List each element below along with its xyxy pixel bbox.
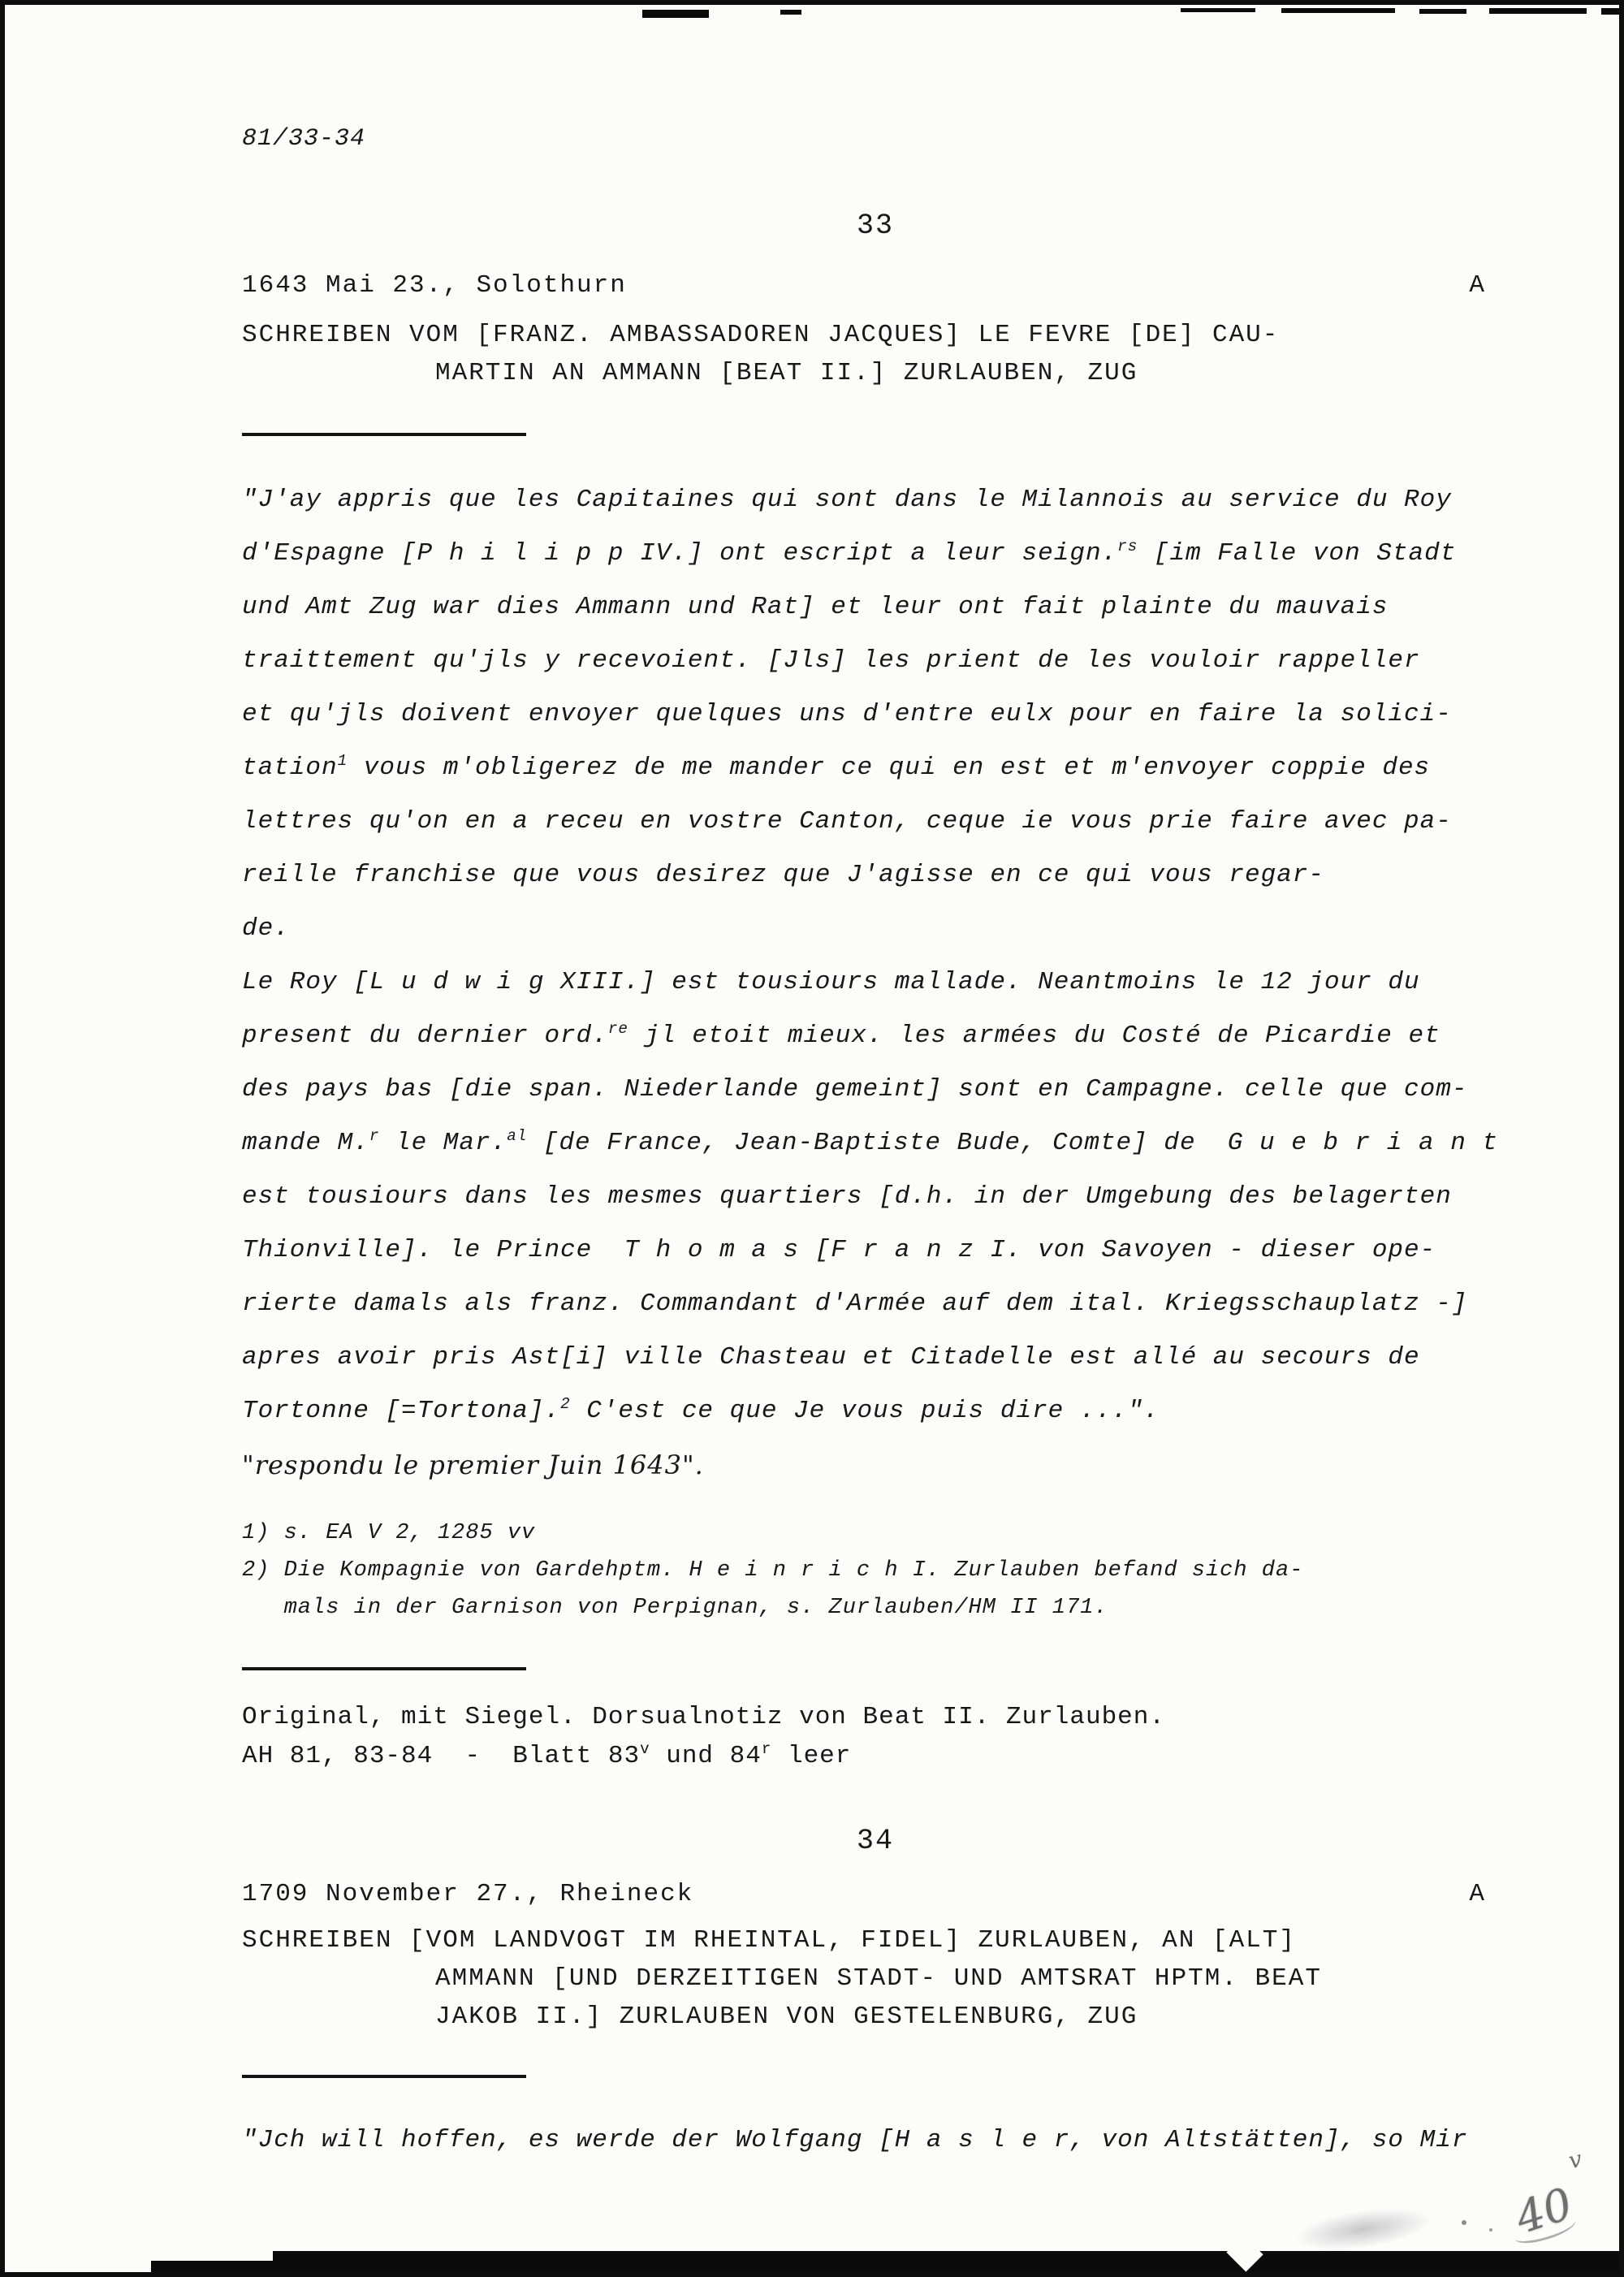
text-line: SCHREIBEN [VOM LANDVOGT IM RHEINTAL, FIDEL] ZURLAUBEN, AN [ALT] [242,1926,1296,1955]
section-divider [242,2075,526,2078]
text-line: AH 81, 83-84 - Blatt 83$^v$ und 84$^r$ leer [242,1740,852,1770]
scan-artifact [1419,9,1466,14]
section-divider [242,433,526,436]
scan-artifact [780,10,801,15]
text-line: SCHREIBEN VOM [FRANZ. AMBASSADOREN JACQUES] LE FEVRE [DE] CAU- [242,321,1280,349]
text-line: d'Espagne [P h i l i p p IV.] ont escript a leur seign.$^{rs}$ [im Falle von Stadt [242,538,1457,568]
text-line: 1) s. EA V 2, 1285 vv [242,1521,536,1545]
entry-number: 34 [856,1825,894,1857]
section-divider [242,1667,526,1670]
scan-artifact [1601,8,1624,15]
entry-number: 33 [856,210,894,242]
text-line: apres avoir pris Ast[i] ville Chasteau et Citadelle est allé au secours de [242,1343,1420,1372]
letter-transcription [242,2114,1509,2167]
entry-33 [242,210,1509,1776]
entry-title [242,316,1509,392]
pencil-page-number: 40 [1510,2177,1579,2245]
text-line: Le Roy [L u d w i g XIII.] est tousiours mallade. Neantmoins le 12 jour du [242,968,1420,996]
text-line: reille franchise que vous desirez que J'agisse en ce qui vous regar- [242,861,1325,889]
text-line: und Amt Zug war dies Ammann und Rat] et leur ont fait plainte du mauvais [242,593,1389,621]
pencil-smudge [1293,2201,1435,2257]
scan-artifact [151,2261,401,2272]
text-line: est tousiours dans les mesmes quartiers [d.h. in der Umgebung des belagerten [242,1182,1452,1211]
text-line: MARTIN AN AMMANN [BEAT II.] ZURLAUBEN, ZUG [435,359,1138,387]
text-line: et qu'jls doivent envoyer quelques uns d'entre eulx pour en faire la solici- [242,700,1452,728]
text-line: rierte damals als franz. Commandant d'Armée auf dem ital. Kriegsschauplatz -] [242,1290,1468,1318]
entry-34 [242,1825,1509,2167]
pencil-speck [1462,2220,1466,2225]
scan-artifact [1281,8,1395,13]
text-line: Thionville]. le Prince T h o m a s [F r a n z I. von Savoyen - dieser ope- [242,1236,1436,1264]
entry-title [242,1921,1509,2036]
scan-artifact [1181,8,1255,12]
pencil-check-mark: v [1566,2145,1585,2175]
text-line: tation$^1$ vous m'obligerez de me mander ce qui en est et m'envoyer coppie des [242,752,1431,782]
page-content [242,125,1509,2167]
entry-dateline-row [242,1880,1509,1908]
letter-transcription [242,473,1509,1438]
entry-marker: A [1469,1880,1486,1908]
scan-artifact [273,2251,1619,2272]
text-line: present du dernier ord.$^{re}$ jl etoit mieux. les armées du Costé de Picardie et [242,1020,1440,1050]
text-line: mande M.$^r$ le Mar.$^{al}$ [de France, Jean-Baptiste Bude, Comte] de G u e b r i a n t [242,1127,1499,1157]
footnotes [242,1514,1509,1627]
text-line: Tortonne [=Tortona].$^2$ C'est ce que Je vous puis dire ...". [242,1395,1160,1425]
entry-dateline-row [242,271,1509,300]
text-line: Original, mit Siegel. Dorsualnotiz von Beat II. Zurlauben. [242,1703,1165,1731]
pencil-speck [1489,2228,1492,2232]
provenance-note [242,1698,1509,1776]
entry-date-place: 1709 November 27., Rheineck [242,1880,694,1908]
reply-annotation: "respondu le premier Juin 1643". [242,1450,704,1480]
text-line: 2) Die Kompagnie von Gardehptm. H e i n r i c h I. Zurlauben befand sich da- [242,1558,1304,1583]
text-line: lettres qu'on en a receu en vostre Canton, ceque ie vous prie faire avec pa- [242,807,1452,836]
page-reference: 81/33-34 [242,125,366,153]
text-line: mals in der Garnison von Perpignan, s. Zurlauben/HM II 171. [242,1596,1108,1620]
entry-date-place: 1643 Mai 23., Solothurn [242,271,627,300]
scan-artifact [1489,8,1587,14]
text-line: AMMANN [UND DERZEITIGEN STADT- UND AMTSRAT HPTM. BEAT [435,1964,1322,1993]
entry-marker: A [1469,271,1486,300]
text-line: traittement qu'jls y recevoient. [Jls] les prient de les vouloir rappeller [242,646,1420,675]
text-line: des pays bas [die span. Niederlande gemeint] sont en Campagne. celle que com- [242,1075,1468,1104]
text-line: JAKOB II.] ZURLAUBEN VON GESTELENBURG, ZUG [435,2003,1138,2031]
text-line: "J'ay appris que les Capitaines qui sont dans le Milannois au service du Roy [242,486,1452,514]
text-line: "Jch will hoffen, es werde der Wolfgang [H a s l e r, von Altstätten], so Mir [242,2126,1468,2154]
text-line: de. [242,914,290,943]
scan-artifact [642,10,709,18]
